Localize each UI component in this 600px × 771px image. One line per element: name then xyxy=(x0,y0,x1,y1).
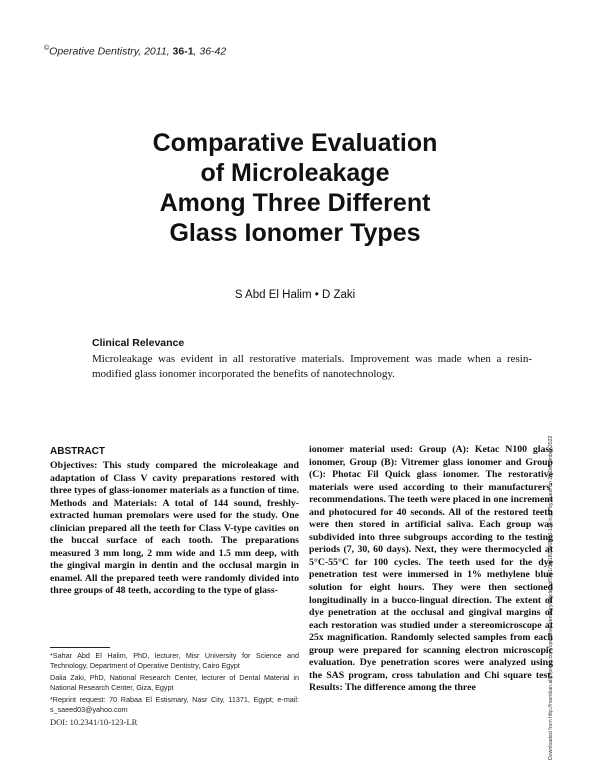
title-line: Glass Ionomer Types xyxy=(169,219,421,247)
abstract-column-left: Objectives: This study compared the microleakage and adaptation of Class V cavity preparations restored with three types of glass-ionomer materials as a function of time. Methods and Materials: A total of 144 sound, freshly-extracted human premolars were used for the study. One clinician prepared all the teeth for Class V-type cavities on the buccal surface of each tooth. The preparations measured 3 mm long, 2 mm wide and 1.5 mm deep, with the gingival margin in dentin and the occlusal margin in enamel. All the prepared teeth were randomly divided into three groups of 48 teeth, according to the type of glass- xyxy=(50,460,299,596)
footnotes xyxy=(50,651,299,730)
authors: S Abd El Halim • D Zaki xyxy=(234,289,356,301)
download-watermark: Downloaded from http://meridian.allenpress.com/operative-dentistry/article-pdf/36/1/36/1822969/10-123-lr.pdf by guest on 23 December 2022 xyxy=(548,435,554,760)
footnote-author-1: *Sahar Abd El Halim, PhD, lecturer, Misr University for Science and Technology, Department of Operative Dentistry, Cairo Egypt xyxy=(50,651,299,670)
footnote-divider xyxy=(50,647,110,648)
clinical-relevance-text: Microleakage was evident in all restorative materials. Improvement was made when a resin-modified glass ionomer incorporated the benefits of nanotechnology. xyxy=(92,353,532,380)
title-line: of Microleakage xyxy=(200,159,390,187)
citation-line xyxy=(44,45,226,58)
page-range: , 36-42 xyxy=(193,45,227,58)
article-title xyxy=(70,128,520,248)
volume-issue: 36-1 xyxy=(172,45,194,58)
title-line: Comparative Evaluation xyxy=(152,129,438,157)
copyright-symbol: © xyxy=(44,45,50,52)
abstract-column-right: ionomer material used: Group (A): Ketac N100 glass ionomer, Group (B): Vitremer glass ionomer and Group (C): Photac Fil Quick glass ionomer. The restorative materials were used according to their manufacturers' recommendations. The teeth were placed in one increment and photocured for 40 seconds. All of the restored teeth were then stored in artificial saliva. Each group was subdivided into three subgroups according to the testing periods (7, 30, 60 days). Next, they were thermocycled at 5°C-55°C for 100 cycles. The teeth used for the dye penetration test were immersed in 1% methylene blue solution for eight hours. They were then sectioned longitudinally in a bucco-lingual direction. The extent of dye penetration at the occlusal and gingival margins of each restoration was studied under a stereomicroscope at 25x magnification. Randomly selected samples from each group were prepared for scanning electron microscopic evaluation. Dye penetration scores were analyzed using the SAS program, cross tabulation and Chi square test. Results: The difference among the three xyxy=(309,444,553,694)
doi: DOI: 10.2341/10-123-LR xyxy=(50,716,138,727)
title-line: Among Three Different xyxy=(159,189,431,217)
journal-name: Operative Dentistry, 2011, xyxy=(49,45,170,58)
footnote-reprint: *Reprint request: 70 Rabaa El Estismary, Nasr City, 11371, Egypt; e-mail: s_saeed03@yahoo.com xyxy=(50,695,299,714)
footnote-author-2: Dalia Zaki, PhD, National Research Center, lecturer of Dental Material in National Research Center, Giza, Egypt xyxy=(50,673,299,692)
abstract-heading: ABSTRACT xyxy=(50,446,105,457)
clinical-relevance-heading: Clinical Relevance xyxy=(92,337,185,349)
